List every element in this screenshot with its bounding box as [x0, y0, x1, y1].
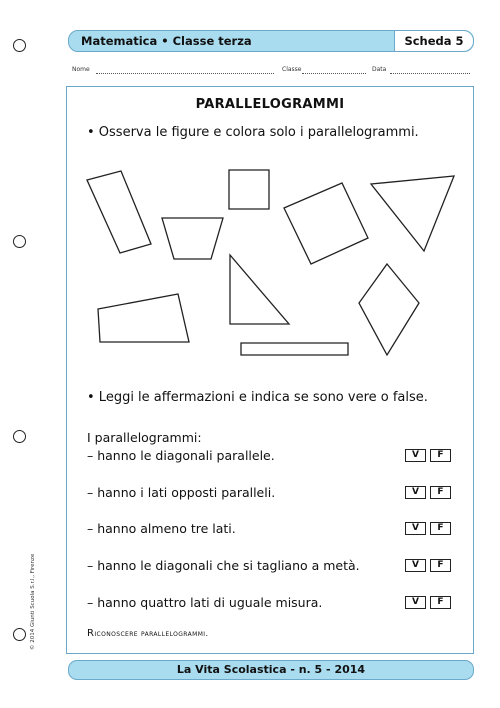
shape-trapezoid[interactable]	[162, 218, 223, 259]
copyright-note: © 2014 Giunti Scuola S.r.l., Firenze	[30, 553, 36, 650]
statement-3: – hanno almeno tre lati.	[87, 521, 236, 536]
subject-label: Matematica • Classe terza	[81, 34, 252, 48]
false-box[interactable]: F	[430, 559, 451, 572]
date-line[interactable]	[390, 73, 470, 74]
true-box[interactable]: V	[405, 522, 426, 535]
binder-hole-4	[13, 628, 26, 641]
statement-2: – hanno i lati opposti paralleli.	[87, 485, 276, 500]
class-line[interactable]	[302, 73, 366, 74]
vf-boxes-5	[405, 596, 451, 609]
shape-rotated-square[interactable]	[284, 183, 368, 264]
vf-boxes-3	[405, 522, 451, 535]
false-box[interactable]: F	[430, 522, 451, 535]
instruction-true-false: • Leggi le affermazioni e indica se sono vere o false.	[87, 390, 428, 405]
statement-5: – hanno quattro lati di uguale misura.	[87, 595, 323, 610]
true-box[interactable]: V	[405, 449, 426, 462]
shape-thin-rectangle[interactable]	[241, 343, 348, 355]
name-label: Nome	[72, 66, 90, 73]
shape-rotated-rectangle[interactable]	[87, 171, 151, 253]
false-box[interactable]: F	[430, 596, 451, 609]
sheet-number: Scheda 5	[394, 31, 473, 51]
false-box[interactable]: F	[430, 449, 451, 462]
name-line[interactable]	[96, 73, 274, 74]
learning-objective: Riconoscere parallelogrammi.	[87, 628, 209, 639]
binder-hole-3	[13, 430, 26, 443]
student-fields	[72, 66, 472, 78]
shape-right-triangle[interactable]	[230, 255, 289, 324]
true-box[interactable]: V	[405, 486, 426, 499]
vf-boxes-2	[405, 486, 451, 499]
binder-hole-2	[13, 235, 26, 248]
true-box[interactable]: V	[405, 559, 426, 572]
shape-square[interactable]	[229, 170, 269, 209]
shapes-area	[67, 87, 473, 367]
binder-hole-1	[13, 39, 26, 52]
instruction-coloring: • Osserva le figure e colora solo i parallelogrammi.	[87, 125, 419, 140]
shape-quadrilateral[interactable]	[98, 294, 189, 342]
shape-rhombus[interactable]	[359, 264, 419, 355]
footer-bar: La Vita Scolastica - n. 5 - 2014	[68, 660, 474, 680]
worksheet-panel	[66, 86, 474, 654]
statement-4: – hanno le diagonali che si tagliano a metà.	[87, 558, 360, 573]
vf-boxes-4	[405, 559, 451, 572]
true-box[interactable]: V	[405, 596, 426, 609]
class-label: Classe	[282, 66, 302, 73]
false-box[interactable]: F	[430, 486, 451, 499]
vf-boxes-1	[405, 449, 451, 462]
page-title: PARALLELOGRAMMI	[195, 97, 345, 112]
statements-intro: I parallelogrammi:	[87, 430, 202, 445]
header-bar	[68, 30, 474, 52]
shape-inverted-triangle[interactable]	[371, 176, 454, 251]
statement-1: – hanno le diagonali parallele.	[87, 448, 275, 463]
date-label: Data	[372, 66, 387, 73]
